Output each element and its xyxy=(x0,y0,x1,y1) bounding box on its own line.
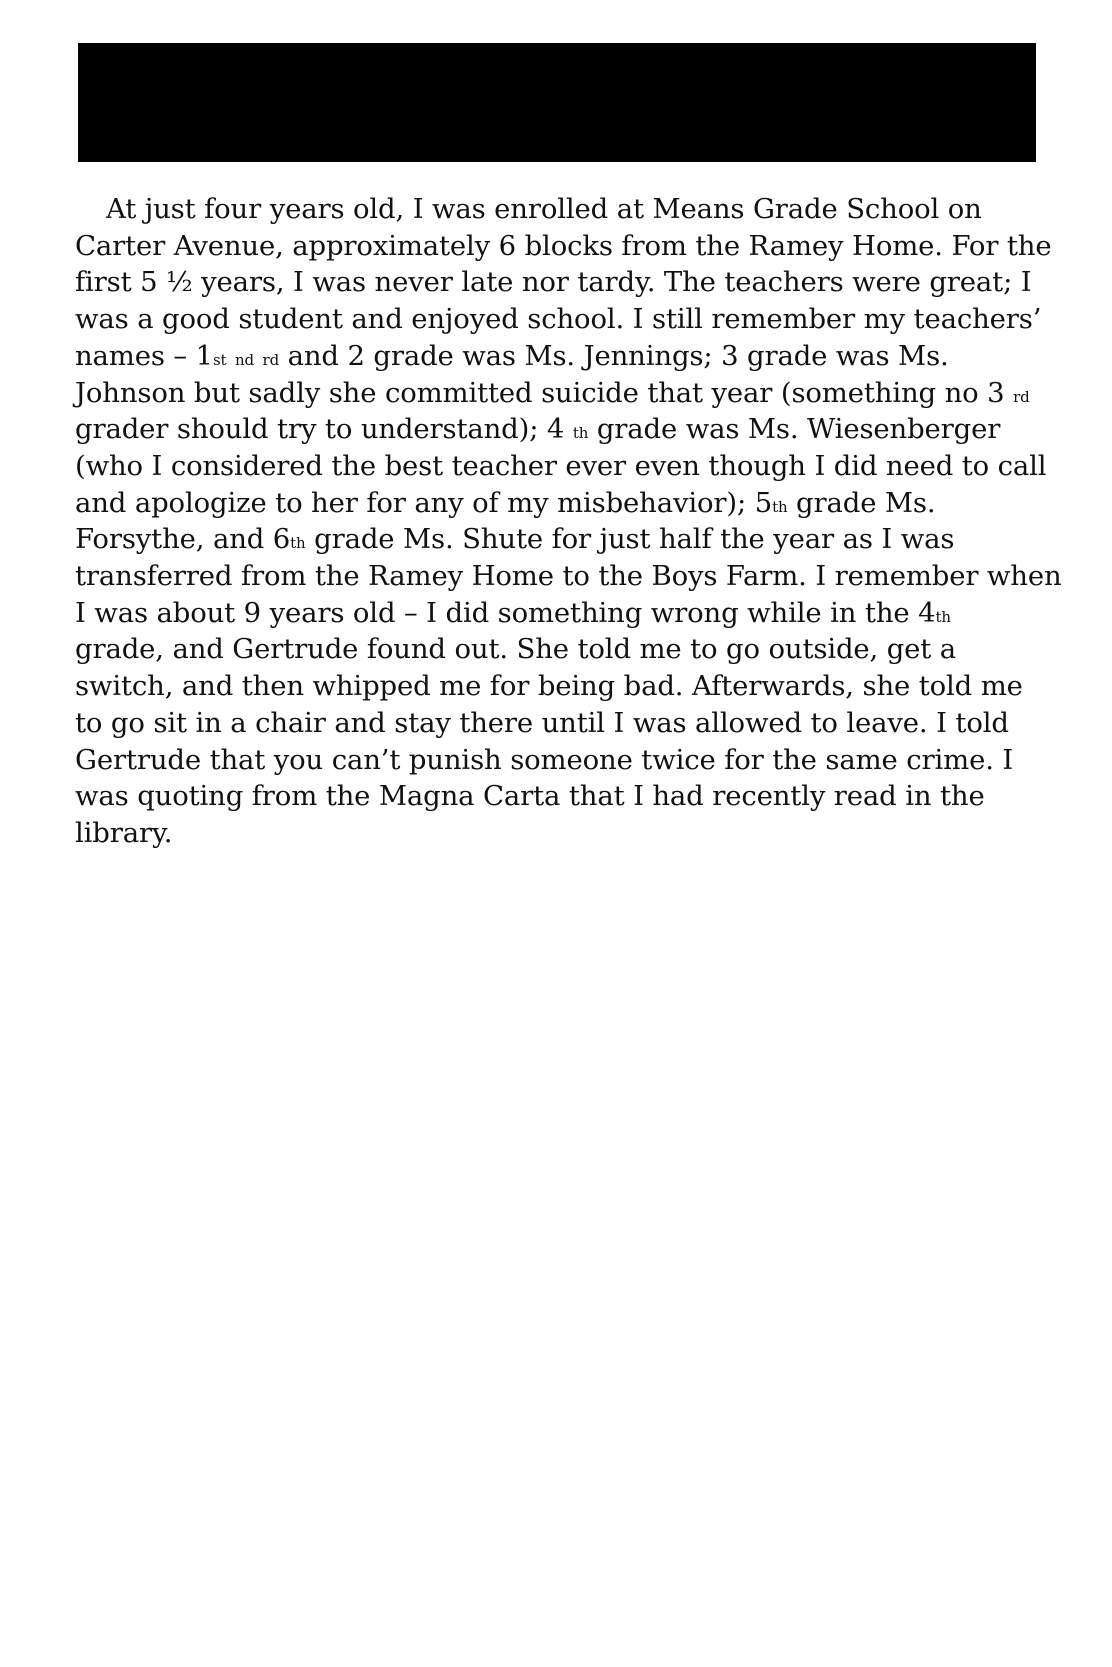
paragraph-line: to go sit in a chair and stay there until I was allowed to leave. I told xyxy=(75,706,1009,739)
paragraph-line xyxy=(75,595,1040,632)
text-segment xyxy=(254,340,263,372)
ordinal-suffix: rd xyxy=(1013,387,1030,406)
paragraph-line xyxy=(75,375,1040,412)
text-segment: and apologize to her for any of my misbehavior); 5 xyxy=(75,486,773,519)
paragraph-line xyxy=(75,485,1040,522)
paragraph-line xyxy=(75,338,1040,375)
text-segment: names – 1 xyxy=(75,339,213,372)
ordinal-suffix: th xyxy=(290,534,306,553)
text-segment: and 2 grade was Ms. Jennings; 3 grade was Ms. xyxy=(279,339,949,372)
paragraph-line: (who I considered the best teacher ever even though I did need to call xyxy=(75,449,1047,482)
text-segment: Johnson but sadly she committed suicide that year (something no 3 xyxy=(75,376,1014,409)
ordinal-suffix: th xyxy=(935,607,951,626)
paragraph-line: was a good student and enjoyed school. I still remember my teachers’ xyxy=(75,303,1042,336)
paragraph-line: Gertrude that you can’t punish someone twice for the same crime. I xyxy=(75,743,1014,776)
paragraph-line: Carter Avenue, approximately 6 blocks from the Ramey Home. For the xyxy=(75,229,1052,262)
paragraph-line: was quoting from the Magna Carta that I had recently read in the xyxy=(75,780,985,813)
paragraph-line: library. xyxy=(75,816,173,849)
paragraph-line: At just four years old, I was enrolled at Means Grade School on xyxy=(106,193,982,225)
text-segment: grader should try to understand); 4 xyxy=(75,413,573,446)
paragraph-line xyxy=(75,411,1040,448)
ordinal-suffix: st xyxy=(212,350,227,369)
ordinal-suffix: nd xyxy=(234,350,254,369)
paragraph-line xyxy=(75,521,1040,558)
paragraph-line: switch, and then whipped me for being bad. Afterwards, she told me xyxy=(75,670,1023,703)
text-segment: Forsythe, and 6 xyxy=(75,523,291,556)
paragraph-line: grade, and Gertrude found out. She told me to go outside, get a xyxy=(75,633,957,666)
redaction-bar xyxy=(78,43,1036,162)
text-segment: I was about 9 years old – I did something wrong while in the 4 xyxy=(75,596,936,629)
ordinal-suffix: th xyxy=(572,424,589,443)
text-segment: grade Ms. xyxy=(787,486,936,519)
body-paragraph xyxy=(75,191,1062,852)
text-segment: grade was Ms. Wiesenberger xyxy=(588,413,1001,446)
paragraph-line: first 5 ½ years, I was never late nor tardy. The teachers were great; I xyxy=(75,266,1032,299)
ordinal-suffix: th xyxy=(772,497,788,516)
ordinal-suffix: rd xyxy=(262,350,280,369)
text-segment xyxy=(226,340,235,372)
text-segment: grade Ms. Shute for just half the year as I was xyxy=(305,523,955,556)
paragraph-line: transferred from the Ramey Home to the Boys Farm. I remember when xyxy=(75,560,1062,593)
